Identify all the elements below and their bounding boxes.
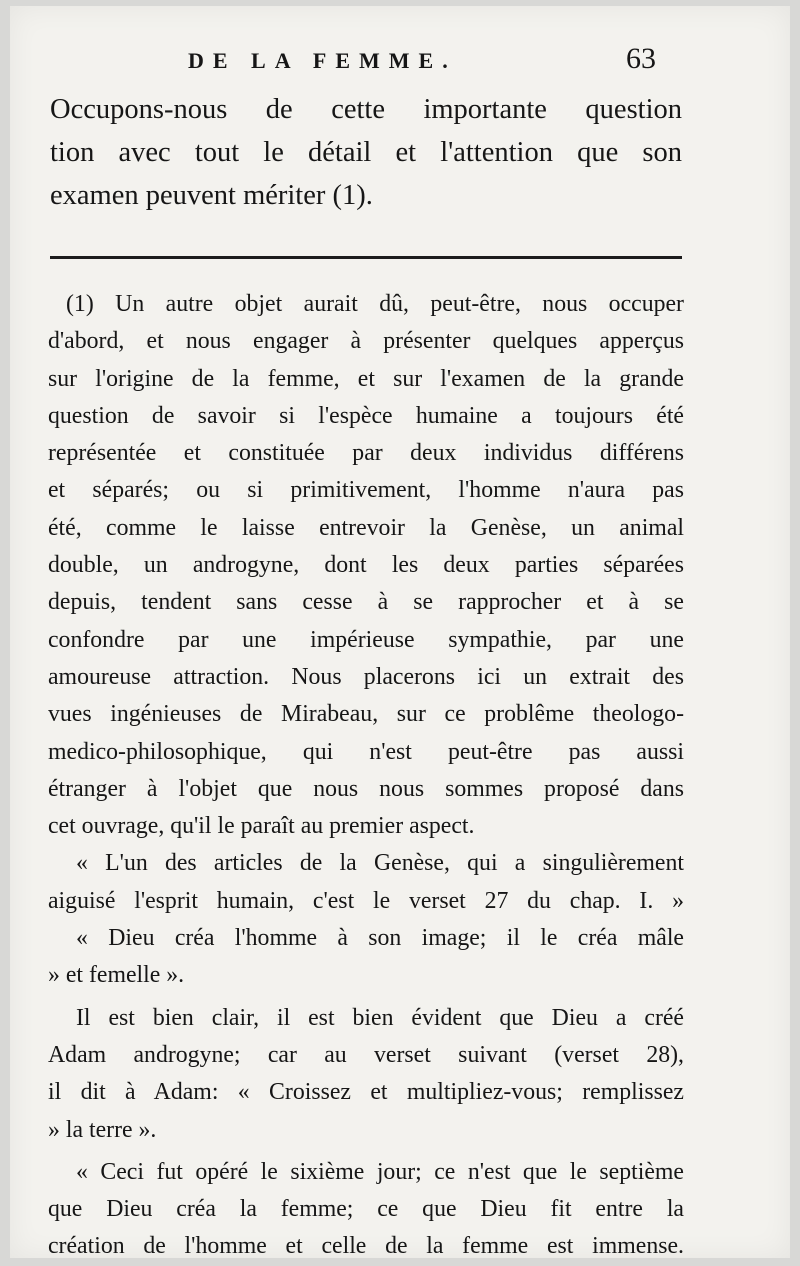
footnote-line: depuis, tendent sans cesse à se rapprocher et à se (48, 589, 684, 616)
footnote-line: question de savoir si l'espèce humaine a toujours été (48, 402, 684, 429)
main-text (50, 88, 682, 217)
footnote-line: (1) Un autre objet aurait dû, peut-être, nous occuper (66, 291, 684, 317)
footnote-line: cet ouvrage, qu'il le paraît au premier aspect. (48, 813, 475, 840)
footnote-line: » et femelle ». (48, 962, 185, 989)
footnote-line: « Ceci fut opéré le sixième jour; ce n'est que le septième (76, 1158, 684, 1185)
footnote-line: double, un androgyne, dont les deux parties séparées (48, 552, 684, 579)
footnote-line: amoureuse attraction. Nous placerons ici un extrait des (48, 663, 684, 690)
page-header (10, 42, 790, 82)
footnote (48, 286, 684, 1266)
footnote-line: étranger à l'objet que nous nous sommes proposé dans (48, 775, 684, 802)
footnote-line: aiguisé l'esprit humain, c'est le verset 27 du chap. I. » (48, 887, 684, 914)
footnote-line: création de l'homme et celle de la femme est immense. (48, 1233, 684, 1260)
footnote-line: que Dieu créa la femme; ce que Dieu fit entre la (48, 1196, 684, 1223)
footnote-line: Il est bien clair, il est bien évident que Dieu a créé (76, 1004, 684, 1031)
footnote-line: » la terre ». (48, 1116, 157, 1143)
footnote-line: « Dieu créa l'homme à son image; il le créa mâle (76, 925, 684, 952)
footnote-line: Adam androgyne; car au verset suivant (verset 28), (48, 1041, 684, 1068)
footnote-line: représentée et constituée par deux individus différens (48, 440, 684, 467)
footnote-line: sur l'origine de la femme, et sur l'examen de la grande (48, 365, 684, 392)
footnote-line: « L'un des articles de la Genèse, qui a singulièrement (76, 850, 684, 877)
footnote-line: confondre par une impérieuse sympathie, par une (48, 626, 684, 653)
footnote-line: d'abord, et nous engager à présenter quelques apperçus (48, 328, 684, 355)
footnote-line: il dit à Adam: « Croissez et multipliez-vous; remplissez (48, 1079, 684, 1106)
footnote-line: medico-philosophique, qui n'est peut-être pas aussi (48, 738, 684, 765)
page-number: 63 (626, 42, 656, 75)
footnote-line: et séparés; ou si primitivement, l'homme n'aura pas (48, 477, 684, 504)
text-line: Occupons-nous de cette importante question (50, 94, 682, 125)
text-line: tion avec tout le détail et l'attention que son (50, 137, 682, 168)
footnote-line: vues ingénieuses de Mirabeau, sur ce problême theologo- (48, 701, 684, 728)
text-line: examen peuvent mériter (1). (50, 180, 373, 211)
footnote-line: été, comme le laisse entrevoir la Genèse, un animal (48, 514, 684, 541)
footnote-separator (50, 256, 682, 259)
book-page (10, 6, 790, 1258)
running-title: DE LA FEMME. (188, 48, 457, 73)
